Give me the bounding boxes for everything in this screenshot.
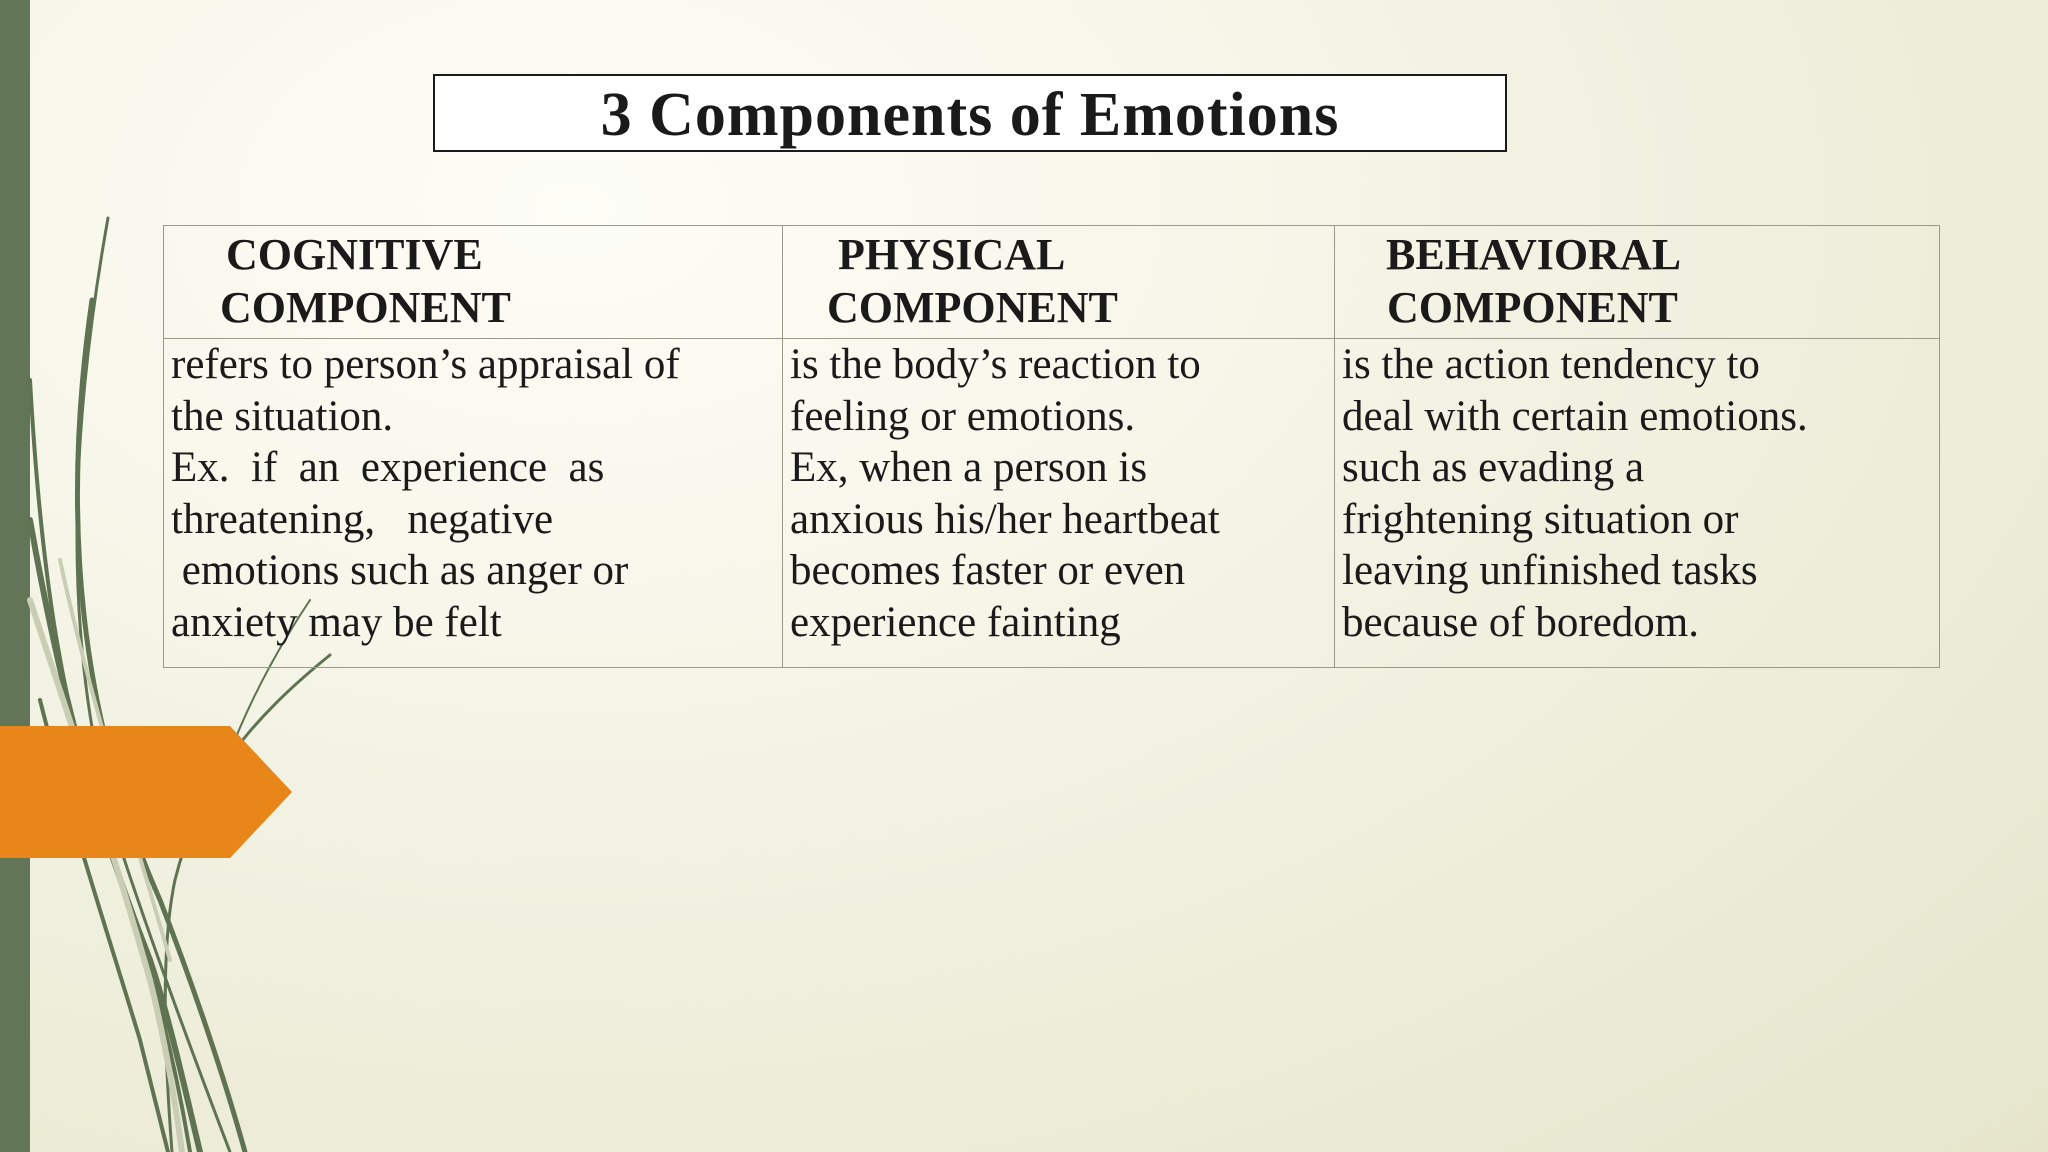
title-box xyxy=(433,74,1507,152)
header-line: COMPONENT xyxy=(1387,283,1678,332)
cell-physical xyxy=(783,339,1335,668)
cell-line: such as evading a xyxy=(1342,444,1645,491)
cell-cognitive xyxy=(164,339,783,668)
cell-line: deal with certain emotions. xyxy=(1342,392,1808,440)
cell-line: refers to person’s appraisal of xyxy=(171,341,680,388)
cell-line: leaving unfinished tasks xyxy=(1342,547,1758,594)
cell-line: emotions such as anger or xyxy=(171,547,629,594)
header-line: PHYSICAL xyxy=(838,230,1066,279)
cell-line: Ex. if an experience as xyxy=(171,444,605,491)
cell-line: feeling or emotions. xyxy=(790,392,1136,440)
header-cognitive xyxy=(164,226,783,339)
table-row xyxy=(164,339,1940,668)
cell-line: becomes faster or even xyxy=(790,547,1186,594)
cell-behavioral xyxy=(1335,339,1940,668)
slide-title: 3 Components of Emotions xyxy=(600,81,1340,149)
header-physical xyxy=(783,226,1335,339)
header-line: COMPONENT xyxy=(827,283,1118,332)
components-table xyxy=(163,225,1940,668)
cell-line: anxious his/her heartbeat xyxy=(790,495,1220,543)
cell-line: experience fainting xyxy=(790,598,1121,646)
cell-line: is the action tendency to xyxy=(1342,341,1760,388)
orange-arrow-tab xyxy=(0,726,294,858)
cell-line: Ex, when a person is xyxy=(790,444,1148,491)
header-line: COMPONENT xyxy=(220,283,511,332)
cell-line: threatening, negative xyxy=(171,495,554,543)
cell-line: because of boredom. xyxy=(1342,598,1699,646)
cell-line: is the body’s reaction to xyxy=(790,341,1201,388)
cell-line: frightening situation or xyxy=(1342,495,1739,543)
header-behavioral xyxy=(1335,226,1940,339)
header-line: COGNITIVE xyxy=(226,230,483,279)
cell-line: the situation. xyxy=(171,392,394,440)
table-header-row xyxy=(164,226,1940,339)
cell-line: anxiety may be felt xyxy=(171,598,502,646)
header-line: BEHAVIORAL xyxy=(1386,230,1682,279)
